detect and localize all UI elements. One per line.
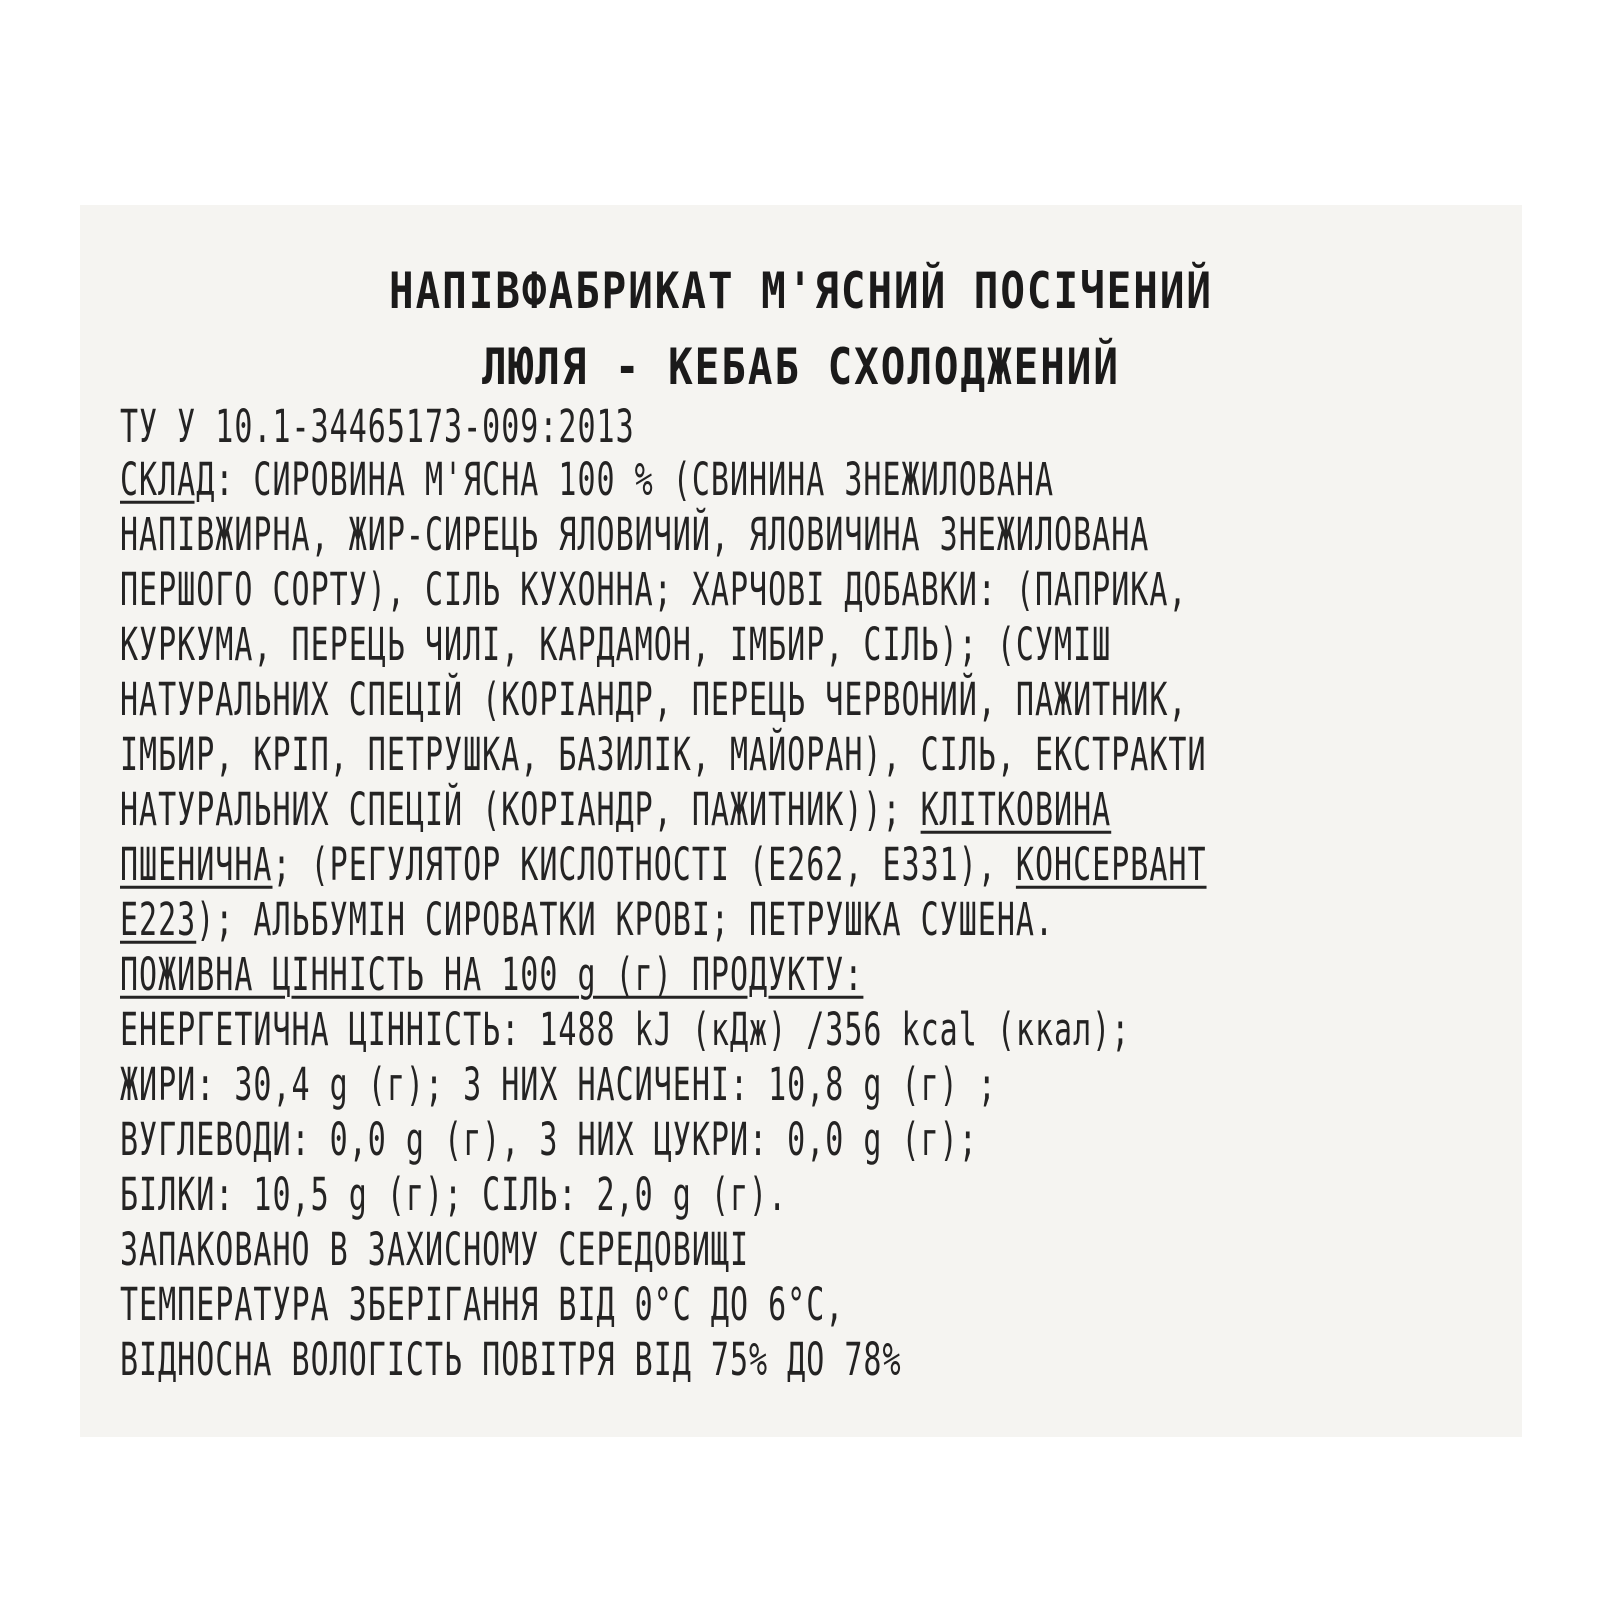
nutrition-protein: БІЛКИ: 10,5 g (г); СІЛЬ: 2,0 g (г).: [120, 1169, 788, 1222]
storage-temperature: ТЕМПЕРАТУРА ЗБЕРІГАННЯ ВІД 0°С ДО 6°С,: [120, 1279, 845, 1332]
allergen-cellulose: КЛІТКОВИНА: [920, 784, 1112, 837]
composition-heading: СКЛАД: [120, 454, 216, 507]
composition-text: ; (РЕГУЛЯТОР КИСЛОТНОСТІ (Е262, Е331),: [272, 839, 1016, 892]
composition-line-2: НАПІВЖИРНА, ЖИР-СИРЕЦЬ ЯЛОВИЧИЙ, ЯЛОВИЧИНА ЗНЕЖИЛОВАНА: [120, 509, 1150, 562]
composition-text: НАТУРАЛЬНИХ СПЕЦІЙ (КОРІАНДР, ПАЖИТНИК));: [120, 784, 921, 837]
composition-line-7: [120, 784, 1111, 837]
composition-text: ); АЛЬБУМІН СИРОВАТКИ КРОВІ; ПЕТРУШКА СУШЕНА.: [196, 894, 1055, 947]
allergen-e223: Е223: [120, 894, 197, 947]
product-label: [80, 205, 1522, 1437]
allergen-preservative: КОНСЕРВАНТ: [1015, 839, 1207, 892]
standard-code: ТУ У 10.1-34465173-009:2013: [120, 401, 635, 454]
nutrition-heading: ПОЖИВНА ЦІННІСТЬ НА 100 g (г) ПРОДУКТУ:: [120, 949, 864, 1002]
composition-line-6: ІМБИР, КРІП, ПЕТРУШКА, БАЗИЛІК, МАЙОРАН), СІЛЬ, ЕКСТРАКТИ: [120, 729, 1207, 782]
storage-packed: ЗАПАКОВАНО В ЗАХИСНОМУ СЕРЕДОВИЩІ: [120, 1224, 750, 1277]
composition-line-3: ПЕРШОГО СОРТУ), СІЛЬ КУХОННА; ХАРЧОВІ ДОБАВКИ: (ПАПРИКА,: [120, 564, 1188, 617]
composition-line-8: [120, 839, 1207, 892]
nutrition-energy: ЕНЕРГЕТИЧНА ЦІННІСТЬ: 1488 kJ (кДж) /356 kcal (ккал);: [120, 1004, 1131, 1057]
allergen-wheat: ПШЕНИЧНА: [120, 839, 273, 892]
composition-line-1: [120, 454, 1054, 507]
composition-text: : СИРОВИНА М'ЯСНА 100 % (СВИНИНА ЗНЕЖИЛОВАНА: [215, 454, 1055, 507]
product-title-line-2: ЛЮЛЯ - КЕБАБ СХОЛОДЖЕНИЙ: [482, 337, 1120, 397]
storage-humidity: ВІДНОСНА ВОЛОГІСТЬ ПОВІТРЯ ВІД 75% ДО 78%: [120, 1334, 902, 1387]
nutrition-fats: ЖИРИ: 30,4 g (г); З НИХ НАСИЧЕНІ: 10,8 g (г) ;: [120, 1059, 997, 1112]
composition-line-5: НАТУРАЛЬНИХ СПЕЦІЙ (КОРІАНДР, ПЕРЕЦЬ ЧЕРВОНИЙ, ПАЖИТНИК,: [120, 674, 1188, 727]
composition-line-9: [120, 894, 1054, 947]
nutrition-carbs: ВУГЛЕВОДИ: 0,0 g (г), З НИХ ЦУКРИ: 0,0 g (г);: [120, 1114, 978, 1167]
product-title-line-1: НАПІВФАБРИКАТ М'ЯСНИЙ ПОСІЧЕНИЙ: [389, 261, 1213, 321]
composition-line-4: КУРКУМА, ПЕРЕЦЬ ЧИЛІ, КАРДАМОН, ІМБИР, СІЛЬ); (СУМІШ: [120, 619, 1112, 672]
